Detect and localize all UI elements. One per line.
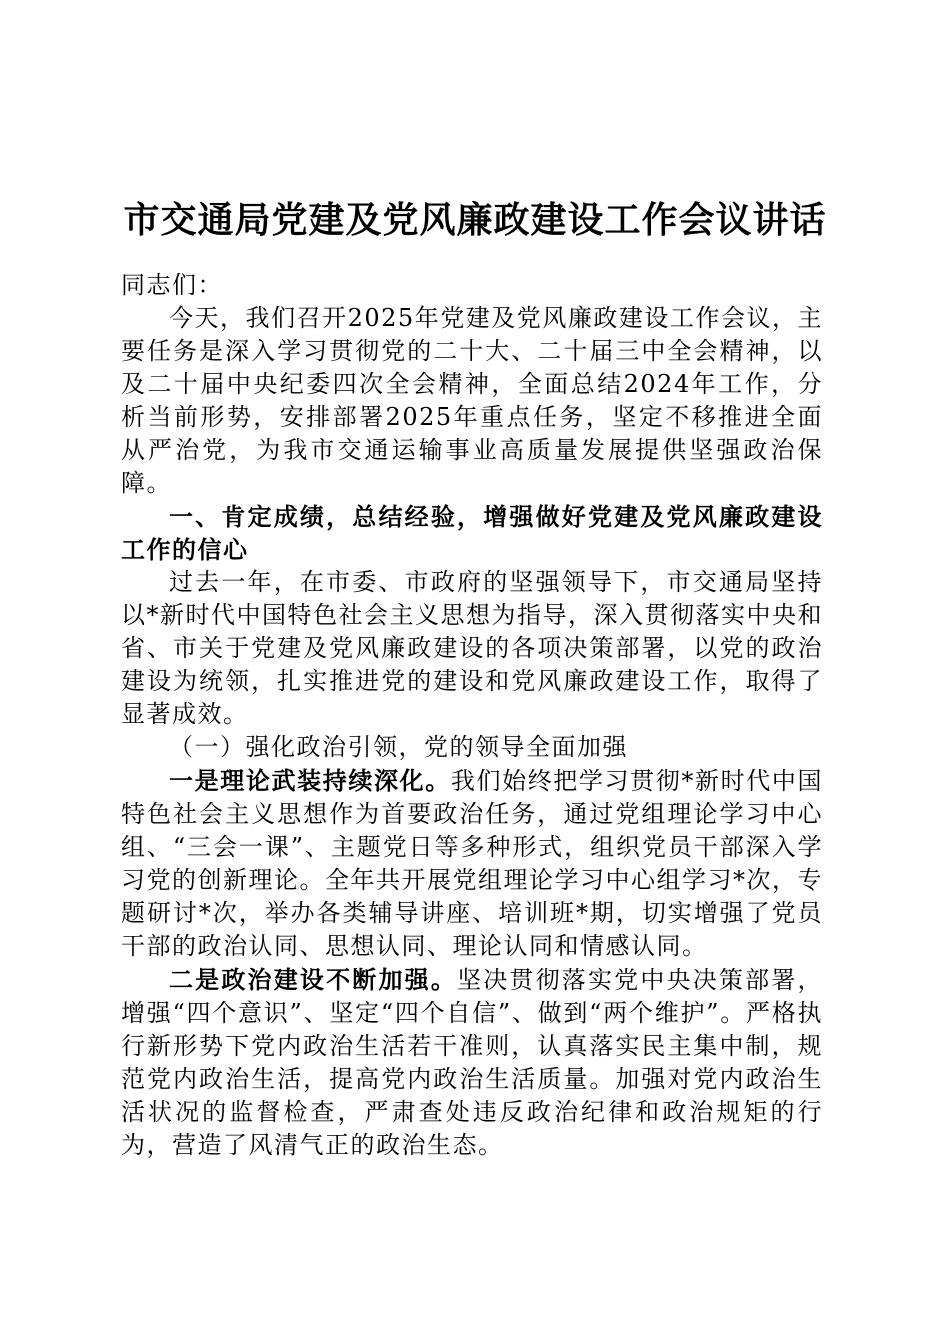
section-1-paragraph: 过去一年，在市委、市政府的坚强领导下，市交通局坚持以*新时代中国特色社会主义思想为指导，深入贯彻落实中央和省、市关于党建及党风廉政建设的各项决策部署，以党的政治建设为统领，扎实推进党的建设和党风廉政建设工作，取得了显著成效。 <box>121 568 823 728</box>
subsection-1-heading: （一）强化政治引领，党的领导全面加强 <box>169 733 628 761</box>
point-2-text: 坚决贯彻落实党中央决策部署，增强“四个意识”、坚定“四个自信”、做到“两个维护”。严格执行新形势下党内政治生活若干准则，认真落实民主集中制，规范党内政治生活，提高党内政治生活质量。加强对党内政治生活状况的监督检查，严肃查处违反政治纪律和政治规矩的行为，营造了风清气正的政治生态。 <box>121 966 823 1159</box>
intro-paragraph: 今天，我们召开2025年党建及党风廉政建设工作会议，主要任务是深入学习贯彻党的二十大、二十届三中全会精神，以及二十届中央纪委四次全会精神，全面总结2024年工作，分析当前形势，安排部署2025年重点任务，坚定不移推进全面从严治党，为我市交通运输事业高质量发展提供坚强政治保障。 <box>121 304 823 497</box>
point-2-lead: 二是政治建设不断加强。 <box>169 965 458 994</box>
point-1-lead: 一是理论武装持续深化。 <box>169 766 451 795</box>
point-1-paragraph <box>121 764 823 963</box>
point-1-text: 我们始终把学习贯彻*新时代中国特色社会主义思想作为首要政治任务，通过党组理论学习中心组、“三会一课”、主题党日等多种形式，组织党员干部深入学习党的创新理论。全年共开展党组理论学习中心组学习*次，专题研讨*次，举办各类辅导讲座、培训班*期，切实增强了党员干部的政治认同、思想认同、理论认同和情感认同。 <box>121 767 824 960</box>
document-body <box>121 269 823 1162</box>
document-title: 市交通局党建及党风廉政建设工作会议讲话 <box>123 199 827 241</box>
point-2-paragraph <box>121 963 823 1162</box>
section-1-heading: 一、肯定成绩，总结经验，增强做好党建及党风廉政建设工作的信心 <box>121 502 823 564</box>
salutation: 同志们： <box>121 271 223 299</box>
